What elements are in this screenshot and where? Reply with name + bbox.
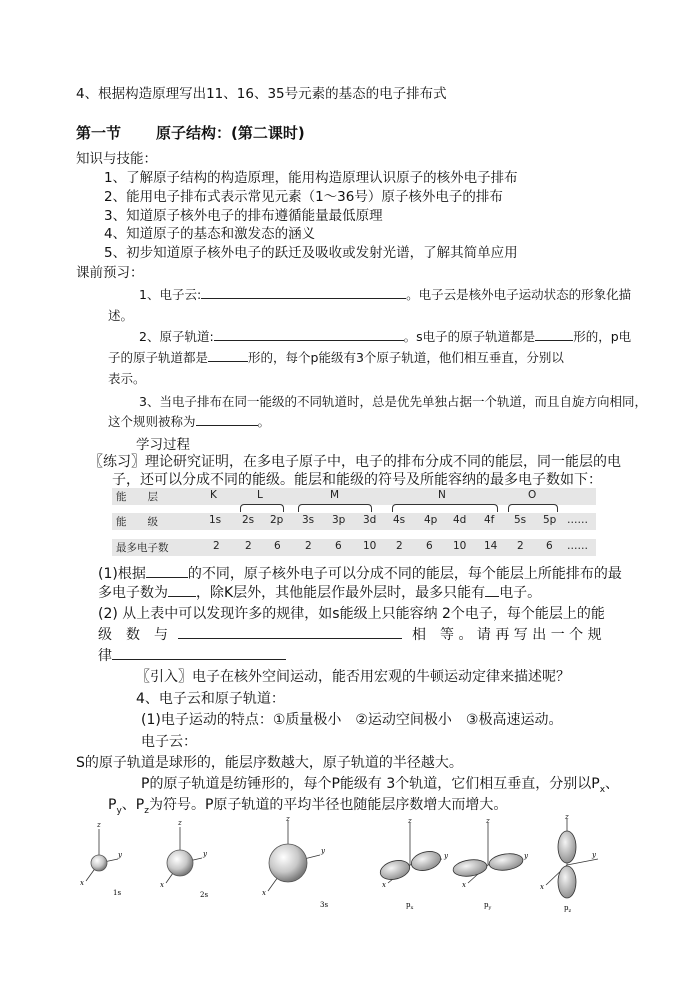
blank-hund-rule[interactable] [196, 413, 258, 426]
sublevel: 2s [242, 514, 255, 526]
preview-2-line3: 表示。 [108, 371, 146, 386]
max-electrons: 6 [274, 540, 281, 552]
svg-text:y: y [592, 851, 596, 859]
blank-sublevel-count[interactable] [178, 626, 402, 639]
svg-text:x: x [540, 883, 544, 891]
svg-text:x: x [462, 881, 466, 889]
sublevel: 5p [543, 514, 557, 526]
max-electrons: 2 [305, 540, 312, 552]
section-title: 原子结构：(第二课时) [156, 124, 305, 142]
layer-brace [240, 504, 284, 512]
practice-line-1: 〖练习〗理论研究证明，在多电子原子中，电子的排布分成不同的能层，同一能层的电 [89, 454, 621, 470]
svg-text:z: z [408, 817, 412, 825]
s-orbital-2s [166, 827, 202, 883]
svg-text:z: z [486, 817, 490, 825]
blank-p-shape[interactable] [208, 349, 248, 362]
knowledge-item: 5、初步知道原子核外电子的跃迁及吸收或发射光谱，了解其简单应用 [104, 245, 518, 261]
svg-text:x: x [160, 881, 164, 889]
preview-2-text: 。s电子的原子轨道都是 [403, 329, 536, 344]
s-orbital-text: S的原子轨道是球形的，能层序数越大，原子轨道的半径越大。 [76, 755, 463, 771]
question-2-line1: (2) 从上表中可以发现许多的规律，如s能级上只能容纳 2个电子，每个能层上的能 [98, 606, 605, 622]
max-electrons: 2 [245, 540, 252, 552]
sublevel: 3p [332, 514, 346, 526]
sublevel: 1s [209, 514, 222, 526]
max-electrons: 6 [546, 540, 553, 552]
label-px: $p_x$ [406, 901, 414, 911]
svg-text:z: z [178, 819, 182, 827]
preview-3-line1: 3、当电子排布在同一能级的不同轨道时，总是优先单独占据一个轨道，而且自旋方向相同， [139, 394, 647, 409]
knowledge-item: 1、了解原子结构的构造原理，能用构造原理认识原子的核外电子排布 [104, 170, 518, 186]
sublevel: 2p [270, 514, 284, 526]
svg-text:y: y [203, 850, 207, 858]
preview-2-line2a: 子的原子轨道都是 [108, 350, 209, 365]
svg-text:y: y [524, 852, 528, 860]
layer-brace [392, 504, 498, 512]
max-electrons: 2 [213, 540, 220, 552]
intro-question: 〖引入〗电子在核外空间运动，能否用宏观的牛顿运动定律来描述呢？ [136, 669, 570, 685]
blank-rule[interactable] [112, 647, 286, 660]
label-3s: 3s [320, 901, 329, 909]
sublevel: 5s [514, 514, 527, 526]
label-1s: 1s [113, 889, 122, 897]
preview-2-line2b: 形的，每个p能级有3个原子轨道，他们相互垂直，分别以 [248, 350, 564, 365]
label-py: $p_y$ [484, 901, 492, 911]
table-row-layers: 能 层 K L M N O [112, 488, 596, 505]
section-4-title: 4、电子云和原子轨道： [136, 691, 285, 707]
sublevel: 4s [393, 514, 406, 526]
svg-text:y: y [321, 847, 325, 855]
question-4: 4、根据构造原理写出11、16、35号元素的基态的电子排布式 [76, 86, 447, 102]
sublevel: 4d [453, 514, 467, 526]
practice-line-2: 子，还可以分成不同的能级。能层和能级的符号及所能容纳的最多电子数如下： [112, 472, 602, 488]
preview-2-text2: 形的，p电 [573, 329, 632, 344]
max-electrons: 6 [335, 540, 342, 552]
blank-electron-cloud[interactable] [201, 286, 406, 299]
layer-L: L [257, 489, 263, 501]
s-orbital-1s [86, 829, 118, 881]
knowledge-heading: 知识与技能： [76, 151, 157, 167]
max-electrons: 6 [426, 540, 433, 552]
p-orbital-pz [546, 819, 598, 898]
preview-2-label: 2、原子轨道: [139, 329, 214, 344]
electron-cloud-label: 电子云： [141, 734, 197, 750]
orbital-figure [70, 815, 600, 915]
sublevel: …… [567, 514, 588, 526]
svg-text:x: x [382, 881, 386, 889]
sublevel: 3s [302, 514, 315, 526]
svg-text:x: x [262, 889, 266, 897]
layer-K: K [210, 489, 217, 501]
blank-basis[interactable] [146, 565, 188, 578]
electron-motion-features: (1)电子运动的特点：①质量极小 ②运动空间极小 ③极高速运动。 [141, 712, 563, 728]
layer-N: N [438, 489, 446, 501]
max-electrons: 10 [363, 540, 377, 552]
blank-max-electrons[interactable] [168, 584, 196, 597]
preview-heading: 课前预习： [76, 265, 144, 281]
s-orbital-3s [268, 821, 320, 891]
svg-text:z: z [286, 815, 290, 823]
svg-text:z: z [565, 815, 569, 821]
process-heading: 学习过程 [136, 437, 190, 453]
layer-brace [298, 504, 372, 512]
preview-3-line2: 这个规则被称为 [108, 414, 196, 429]
blank-s-shape[interactable] [535, 328, 573, 341]
max-electrons: 2 [517, 540, 524, 552]
svg-text:y: y [444, 852, 448, 860]
label-pz: $p_z$ [564, 904, 572, 914]
p-orbital-text-2: 为符号。P原子轨道的平均半径也随能层序数增大而增大。 [148, 797, 508, 813]
axis-label-x: x [80, 879, 84, 887]
section-number: 第一节 [76, 124, 122, 142]
max-electrons: 2 [396, 540, 403, 552]
sublevel: 3d [363, 514, 377, 526]
label-2s: 2s [200, 891, 209, 899]
max-electrons: …… [567, 540, 588, 552]
axis-label-y: y [118, 851, 122, 859]
knowledge-item: 3、知道原子核外电子的排布遵循能量最低原理 [104, 208, 383, 224]
layer-brace [508, 504, 558, 512]
table-row-max-electrons: 最多电子数 2 2 6 2 6 10 2 6 10 14 2 6 …… [112, 539, 596, 556]
blank-orbital[interactable] [214, 328, 404, 341]
knowledge-item: 2、能用电子排布式表示常见元素（1～36号）原子核外电子的排布 [104, 189, 503, 205]
layer-M: M [330, 489, 340, 501]
preview-1-label: 1、电子云: [139, 287, 202, 302]
layer-O: O [528, 489, 537, 501]
preview-1-cont: 述。 [108, 308, 134, 323]
table-row-sublevels: 能 级 1s 2s 2p 3s 3p 3d 4s 4p 4d 4f 5s 5p …… [112, 513, 596, 530]
p-orbital-py [452, 823, 524, 883]
blank-outer-electrons[interactable] [485, 584, 499, 597]
sublevel: 4f [484, 514, 495, 526]
axis-label-z: z [97, 821, 101, 829]
p-orbital-text-1: P的原子轨道是纺锤形的，每个P能级有 3个轨道，它们相互垂直，分别以P [141, 776, 600, 792]
preview-1-text: 。电子云是核外电子运动状态的形象化描 [406, 287, 632, 302]
knowledge-item: 4、知道原子的基态和激发态的涵义 [104, 226, 316, 242]
sublevel: 4p [424, 514, 438, 526]
p-orbital-px [378, 823, 443, 883]
max-electrons: 14 [484, 540, 498, 552]
max-electrons: 10 [453, 540, 467, 552]
